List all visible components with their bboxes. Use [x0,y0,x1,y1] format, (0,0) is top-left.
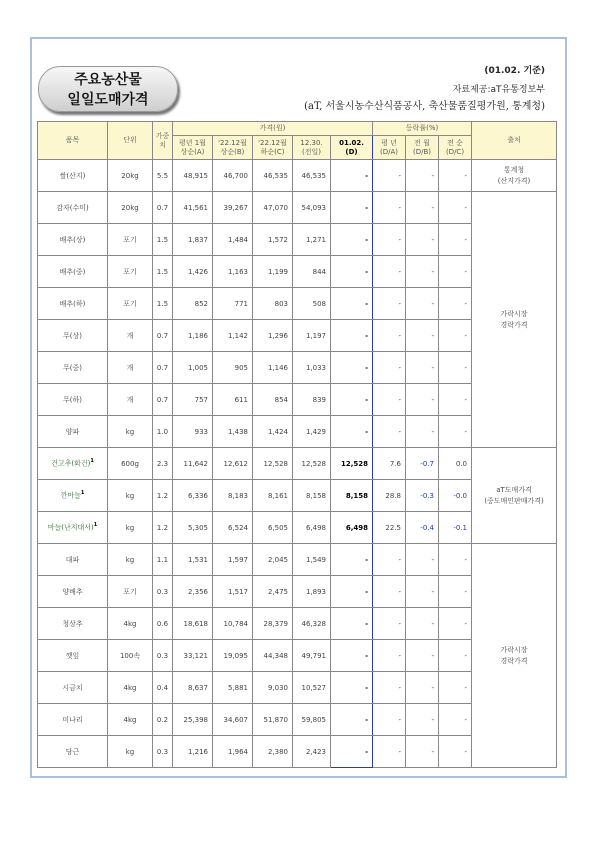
yesterday-price-cell: 8,158 [293,480,331,512]
col-header-weight [153,122,173,160]
yesterday-price-cell: 59,805 [293,704,331,736]
prev-period-price-cell: 1,199 [253,256,293,288]
yesterday-price-cell: 54,093 [293,192,331,224]
prev-period-price-cell: 803 [253,288,293,320]
prev-period-price-cell: 854 [253,384,293,416]
prev-month-price-cell: 10,784 [213,608,253,640]
col-header-unit [108,122,153,160]
prev-period-price-cell: 1,296 [253,320,293,352]
unit-cell: 개 [108,320,153,352]
item-name: 청상추 [62,619,83,628]
yesterday-price-cell: 1,429 [293,416,331,448]
col-header-source [472,122,557,160]
change-vs-avg-cell: - [373,672,406,704]
change-vs-month-cell: - [406,192,439,224]
change-vs-month-cell: - [406,640,439,672]
change-vs-month-cell: - [406,352,439,384]
unit-cell: 4kg [108,608,153,640]
title-badge [38,66,178,112]
yesterday-price-cell: 1,271 [293,224,331,256]
unit-cell: kg [108,480,153,512]
unit-cell: 4kg [108,672,153,704]
item-name-cell [38,256,108,288]
change-vs-avg-cell: - [373,736,406,768]
unit-cell: 포기 [108,224,153,256]
avg-price-cell: 41,561 [173,192,213,224]
today-price-cell: - [331,384,373,416]
today-price-cell: - [331,672,373,704]
today-price-cell: - [331,288,373,320]
today-price-cell: - [331,640,373,672]
yesterday-price-cell: 46,328 [293,608,331,640]
avg-price-cell: 48,915 [173,160,213,192]
change-vs-avg-cell: - [373,416,406,448]
item-name-cell [38,672,108,704]
unit-cell: 포기 [108,576,153,608]
yesterday-price-cell: 10,527 [293,672,331,704]
change-vs-month-cell: - [406,704,439,736]
weight-cell: 1.5 [153,288,173,320]
today-price-cell: - [331,576,373,608]
table-row [38,192,557,224]
change-vs-month-cell: -0.7 [406,448,439,480]
prev-period-price-cell: 12,528 [253,448,293,480]
table-row [38,448,557,480]
item-name-cell [38,480,108,512]
item-name: 무(중) [63,363,82,372]
yesterday-price-cell: 12,528 [293,448,331,480]
col-group-price-label: 가격(원) [259,124,286,132]
today-price-cell: 8,158 [331,480,373,512]
col-header-source-label: 출처 [507,136,521,144]
table-row [38,160,557,192]
prev-month-price-cell: 1,517 [213,576,253,608]
change-vs-avg-cell: - [373,576,406,608]
item-name: 건고추(화건) [51,459,91,468]
item-name-cell [38,288,108,320]
avg-price-cell: 5,305 [173,512,213,544]
prev-period-price-cell: 44,348 [253,640,293,672]
yesterday-price-cell: 839 [293,384,331,416]
footnote-marker: 1 [93,522,98,529]
weight-cell: 0.7 [153,384,173,416]
avg-price-cell: 2,356 [173,576,213,608]
weight-cell: 2.3 [153,448,173,480]
unit-cell: 포기 [108,288,153,320]
change-vs-period-cell: - [439,160,472,192]
avg-price-cell: 852 [173,288,213,320]
change-vs-avg-cell: 7.6 [373,448,406,480]
weight-cell: 0.3 [153,736,173,768]
item-name-cell [38,192,108,224]
item-name-cell [38,448,108,480]
change-vs-avg-cell: - [373,384,406,416]
change-vs-avg-cell: - [373,320,406,352]
item-name: 깻잎 [65,651,80,660]
today-price-cell: - [331,224,373,256]
change-vs-period-cell: - [439,224,472,256]
today-price-cell: - [331,160,373,192]
title-line-1: 주요농산물 [74,72,142,88]
unit-cell: 20kg [108,192,153,224]
price-table [37,121,557,768]
prev-month-price-cell: 1,484 [213,224,253,256]
change-vs-period-cell: - [439,384,472,416]
col-header-chg-month-label: 전 월 (D/B) [412,138,431,156]
weight-cell: 0.3 [153,640,173,672]
item-name-cell [38,544,108,576]
prev-month-price-cell: 1,438 [213,416,253,448]
yesterday-price-cell: 1,549 [293,544,331,576]
prev-month-price-cell: 12,612 [213,448,253,480]
col-header-chg-period-label: 전 순 (D/C) [445,138,465,156]
change-vs-period-cell: - [439,544,472,576]
avg-price-cell: 33,121 [173,640,213,672]
prev-period-price-cell: 47,070 [253,192,293,224]
change-vs-month-cell: - [406,288,439,320]
today-price-cell: - [331,416,373,448]
yesterday-price-cell: 2,423 [293,736,331,768]
weight-cell: 0.7 [153,192,173,224]
unit-cell: kg [108,544,153,576]
yesterday-price-cell: 49,791 [293,640,331,672]
item-name: 감자(수미) [56,203,89,212]
prev-month-price-cell: 771 [213,288,253,320]
col-group-change-label: 등락률(%) [405,124,439,132]
col-group-change [373,122,472,136]
item-name-cell [38,224,108,256]
item-name: 미나리 [62,715,83,724]
change-vs-period-cell: - [439,320,472,352]
col-header-chg-avg-label: 평 년 (D/A) [380,138,398,156]
source-cell: 통계청 (산지가격) [472,160,557,192]
item-name-cell [38,416,108,448]
col-header-weight-label: 가중치 [155,131,170,149]
weight-cell: 1.2 [153,480,173,512]
change-vs-month-cell: -0.4 [406,512,439,544]
prev-month-price-cell: 1,964 [213,736,253,768]
yesterday-price-cell: 1,197 [293,320,331,352]
item-name: 배추(상) [59,235,86,244]
prev-month-price-cell: 1,597 [213,544,253,576]
weight-cell: 1.2 [153,512,173,544]
prev-period-price-cell: 51,870 [253,704,293,736]
item-name-cell [38,640,108,672]
unit-cell: 600g [108,448,153,480]
avg-price-cell: 1,837 [173,224,213,256]
prev-month-price-cell: 19,095 [213,640,253,672]
col-header-chg-month [406,136,439,160]
change-vs-period-cell: - [439,416,472,448]
weight-cell: 0.4 [153,672,173,704]
prev-period-price-cell: 1,572 [253,224,293,256]
weight-cell: 1.5 [153,224,173,256]
yesterday-price-cell: 1,033 [293,352,331,384]
weight-cell: 5.5 [153,160,173,192]
prev-period-price-cell: 2,045 [253,544,293,576]
avg-price-cell: 1,005 [173,352,213,384]
change-vs-month-cell: - [406,160,439,192]
item-name-cell [38,608,108,640]
col-header-today [331,136,373,160]
today-price-cell: - [331,192,373,224]
prev-month-price-cell: 8,183 [213,480,253,512]
weight-cell: 0.7 [153,352,173,384]
change-vs-month-cell: - [406,320,439,352]
change-vs-month-cell: - [406,224,439,256]
prev-month-price-cell: 39,267 [213,192,253,224]
item-name-cell [38,704,108,736]
weight-cell: 0.3 [153,576,173,608]
unit-cell: 4kg [108,704,153,736]
unit-cell: 개 [108,352,153,384]
change-vs-avg-cell: - [373,544,406,576]
item-name: 마늘(난지대서) [47,523,94,532]
unit-cell: kg [108,512,153,544]
weight-cell: 0.2 [153,704,173,736]
item-name: 당근 [65,747,80,756]
data-provider-note: 자료제공:aT유통정보부 [452,85,545,95]
unit-cell: 100속 [108,640,153,672]
price-table-body [38,160,557,768]
change-vs-avg-cell: - [373,608,406,640]
avg-price-cell: 1,186 [173,320,213,352]
prev-period-price-cell: 46,535 [253,160,293,192]
source-agencies: (aT, 서울시농수산식품공사, 축산물품질평가원, 통계청) [304,101,545,112]
yesterday-price-cell: 844 [293,256,331,288]
col-header-prev-period-label: '22.12월 하순(C) [258,138,287,156]
unit-cell: 개 [108,384,153,416]
title-line-2: 일일도매가격 [67,92,149,108]
item-name: 시금치 [62,683,83,692]
prev-period-price-cell: 1,424 [253,416,293,448]
weight-cell: 1.5 [153,256,173,288]
unit-cell: kg [108,736,153,768]
change-vs-avg-cell: - [373,160,406,192]
col-header-yesterday [293,136,331,160]
prev-period-price-cell: 6,505 [253,512,293,544]
change-vs-period-cell: - [439,704,472,736]
reference-date: (01.02. 기준) [484,66,545,76]
weight-cell: 0.6 [153,608,173,640]
col-group-price [173,122,373,136]
change-vs-month-cell: - [406,576,439,608]
item-name: 배추(중) [59,267,86,276]
change-vs-month-cell: - [406,544,439,576]
prev-period-price-cell: 1,146 [253,352,293,384]
item-name: 깐마늘 [60,491,81,500]
col-header-item-label: 품목 [65,136,80,144]
item-name-cell [38,576,108,608]
today-price-cell: - [331,704,373,736]
item-name: 양배추 [62,587,83,596]
col-header-avg-label: 평년 1월 상순(A) [179,138,206,156]
item-name-cell [38,320,108,352]
col-header-prev-period [253,136,293,160]
yesterday-price-cell: 46,535 [293,160,331,192]
today-price-cell: - [331,608,373,640]
item-name: 대파 [65,555,80,564]
avg-price-cell: 757 [173,384,213,416]
col-header-yesterday-label: 12.30. (전일) [300,138,323,156]
item-name: 무(하) [63,395,82,404]
prev-month-price-cell: 905 [213,352,253,384]
prev-month-price-cell: 6,524 [213,512,253,544]
table-row [38,544,557,576]
prev-month-price-cell: 611 [213,384,253,416]
weight-cell: 0.7 [153,320,173,352]
change-vs-month-cell: - [406,256,439,288]
prev-month-price-cell: 34,607 [213,704,253,736]
change-vs-month-cell: - [406,736,439,768]
change-vs-period-cell: -0.1 [439,512,472,544]
change-vs-avg-cell: - [373,224,406,256]
item-name: 양파 [65,427,80,436]
today-price-cell: - [331,320,373,352]
change-vs-period-cell: - [439,192,472,224]
col-header-prev-month-label: '22.12월 상순(B) [218,138,247,156]
change-vs-period-cell: - [439,736,472,768]
yesterday-price-cell: 508 [293,288,331,320]
weight-cell: 1.0 [153,416,173,448]
change-vs-period-cell: -0.0 [439,480,472,512]
item-name: 무(상) [63,331,82,340]
prev-period-price-cell: 8,161 [253,480,293,512]
source-cell: 가락시장 경락가격 [472,544,557,768]
yesterday-price-cell: 6,498 [293,512,331,544]
item-name-cell [38,160,108,192]
col-header-today-label: 01.02. (D) [339,138,364,156]
avg-price-cell: 25,398 [173,704,213,736]
unit-cell: kg [108,416,153,448]
col-header-chg-period [439,136,472,160]
col-header-unit-label: 단위 [123,136,137,144]
today-price-cell: - [331,736,373,768]
change-vs-period-cell: - [439,672,472,704]
avg-price-cell: 11,642 [173,448,213,480]
change-vs-period-cell: - [439,608,472,640]
change-vs-avg-cell: - [373,352,406,384]
yesterday-price-cell: 1,893 [293,576,331,608]
change-vs-avg-cell: - [373,256,406,288]
avg-price-cell: 1,426 [173,256,213,288]
col-header-avg [173,136,213,160]
change-vs-period-cell: - [439,640,472,672]
prev-period-price-cell: 9,030 [253,672,293,704]
change-vs-month-cell: - [406,672,439,704]
change-vs-period-cell: - [439,288,472,320]
weight-cell: 1.1 [153,544,173,576]
item-name-cell [38,384,108,416]
change-vs-month-cell: -0.3 [406,480,439,512]
today-price-cell: 6,498 [331,512,373,544]
change-vs-avg-cell: - [373,192,406,224]
avg-price-cell: 1,531 [173,544,213,576]
footnote-marker: 1 [80,490,85,497]
source-cell: 가락시장 경락가격 [472,192,557,448]
today-price-cell: - [331,256,373,288]
prev-month-price-cell: 1,163 [213,256,253,288]
prev-period-price-cell: 2,475 [253,576,293,608]
source-cell: aT도매가격 (중도매인판매가격) [472,448,557,544]
change-vs-avg-cell: - [373,288,406,320]
change-vs-period-cell: - [439,256,472,288]
footnote-marker: 1 [90,458,94,465]
change-vs-month-cell: - [406,416,439,448]
change-vs-period-cell: - [439,352,472,384]
change-vs-avg-cell: - [373,640,406,672]
unit-cell: 포기 [108,256,153,288]
change-vs-period-cell: 0.0 [439,448,472,480]
change-vs-avg-cell: 28.8 [373,480,406,512]
item-name: 쌀(산지) [59,171,86,180]
item-name-cell [38,512,108,544]
unit-cell: 20kg [108,160,153,192]
change-vs-avg-cell: 22.5 [373,512,406,544]
today-price-cell: - [331,352,373,384]
item-name-cell [38,352,108,384]
col-header-chg-avg [373,136,406,160]
change-vs-period-cell: - [439,576,472,608]
change-vs-month-cell: - [406,608,439,640]
avg-price-cell: 18,618 [173,608,213,640]
change-vs-month-cell: - [406,384,439,416]
avg-price-cell: 933 [173,416,213,448]
prev-period-price-cell: 2,380 [253,736,293,768]
col-header-item [38,122,108,160]
avg-price-cell: 1,216 [173,736,213,768]
prev-month-price-cell: 1,142 [213,320,253,352]
avg-price-cell: 6,336 [173,480,213,512]
today-price-cell: 12,528 [331,448,373,480]
today-price-cell: - [331,544,373,576]
change-vs-avg-cell: - [373,704,406,736]
prev-month-price-cell: 5,881 [213,672,253,704]
avg-price-cell: 8,637 [173,672,213,704]
prev-period-price-cell: 28,379 [253,608,293,640]
item-name-cell [38,736,108,768]
item-name: 배추(하) [59,299,86,308]
prev-month-price-cell: 46,700 [213,160,253,192]
col-header-prev-month [213,136,253,160]
